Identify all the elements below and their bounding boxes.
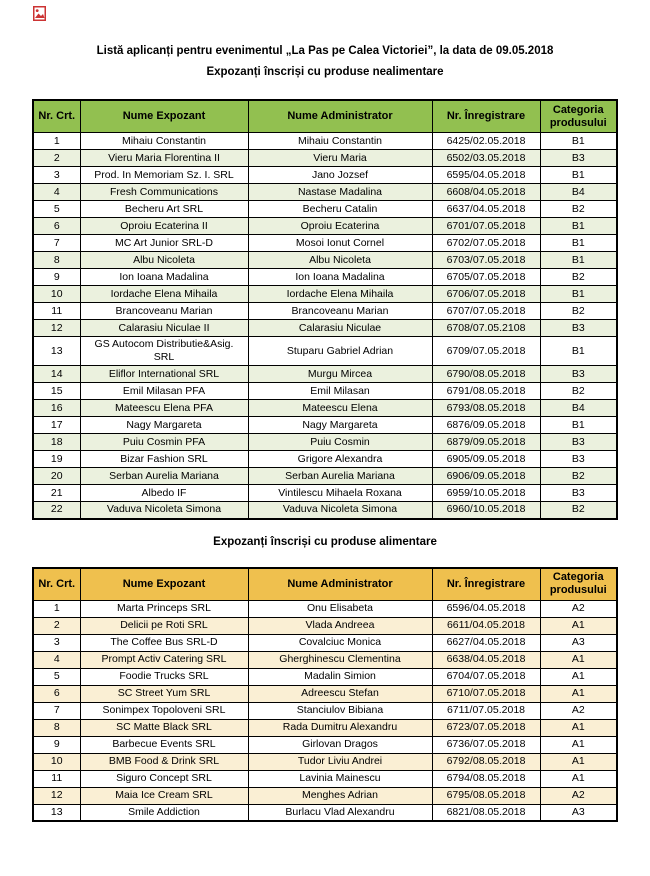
table-cell: Stuparu Gabriel Adrian [248,337,432,366]
table-row [33,485,617,502]
table-cell: Puiu Cosmin PFA [80,434,248,451]
table-cell: B1 [540,167,617,184]
table-cell: 6704/07.05.2018 [432,668,540,685]
table-cell: 6701/07.05.2018 [432,218,540,235]
table-cell: Smile Addiction [80,804,248,821]
table-row [33,235,617,252]
header-row [33,568,617,601]
table-cell: 17 [33,417,80,434]
table-cell: A3 [540,804,617,821]
table-cell: Emil Milasan PFA [80,383,248,400]
table-cell: Albedo IF [80,485,248,502]
table-cell: 6611/04.05.2018 [432,617,540,634]
table-cell: 4 [33,184,80,201]
table-cell: A1 [540,651,617,668]
table-cell: Prod. In Memoriam Sz. I. SRL [80,167,248,184]
table-cell: Siguro Concept SRL [80,770,248,787]
table-cell: A3 [540,634,617,651]
table-cell: 19 [33,451,80,468]
table-cell: 6793/08.05.2018 [432,400,540,417]
page-title: Listă aplicanți pentru evenimentul „La Pas pe Calea Victoriei”, la data de 09.05.2018 [96,45,554,57]
table-cell: Vaduva Nicoleta Simona [248,502,432,519]
table-cell: 6637/04.05.2018 [432,201,540,218]
table-cell: 13 [33,804,80,821]
table-cell: Jano Jozsef [248,167,432,184]
table-cell: 14 [33,366,80,383]
table-cell: 6723/07.05.2018 [432,719,540,736]
table-row [33,770,617,787]
table-cell: B3 [540,451,617,468]
table-cell: Gherghinescu Clementina [248,651,432,668]
table-cell: 20 [33,468,80,485]
table-cell: GS Autocom Distributie&Asig. SRL [80,337,248,366]
table-cell: A2 [540,600,617,617]
table-cell: Mateescu Elena PFA [80,400,248,417]
table-cell: 6708/07.05.2108 [432,320,540,337]
table-cell: 8 [33,719,80,736]
table-cell: Nastase Madalina [248,184,432,201]
table-cell: Becheru Art SRL [80,201,248,218]
table-cell: Foodie Trucks SRL [80,668,248,685]
table-cell: 3 [33,167,80,184]
table-cell: A1 [540,617,617,634]
table-row [33,702,617,719]
table-row [33,366,617,383]
section-nealimentare [0,65,650,520]
table-cell: 6425/02.05.2018 [432,133,540,150]
column-header: Nume Administrator [248,568,432,601]
column-header: Nr. Înregistrare [432,100,540,133]
table-cell: Serban Aurelia Mariana [248,468,432,485]
table-cell: Oproiu Ecaterina [248,218,432,235]
table-cell: 6905/09.05.2018 [432,451,540,468]
table-cell: 18 [33,434,80,451]
table-row [33,468,617,485]
table-cell: A1 [540,685,617,702]
table-cell: 21 [33,485,80,502]
table-cell: 16 [33,400,80,417]
table-cell: Puiu Cosmin [248,434,432,451]
table-row [33,218,617,235]
table-cell: Mihaiu Constantin [248,133,432,150]
table-cell: 13 [33,337,80,366]
table-cell: 2 [33,617,80,634]
table-cell: 12 [33,320,80,337]
table-cell: Vaduva Nicoleta Simona [80,502,248,519]
table-cell: Rada Dumitru Alexandru [248,719,432,736]
table-cell: 12 [33,787,80,804]
table-cell: B1 [540,133,617,150]
table-cell: Vieru Maria [248,150,432,167]
table-row [33,685,617,702]
table-row [33,184,617,201]
table-cell: 6702/07.05.2018 [432,235,540,252]
table-cell: 6792/08.05.2018 [432,753,540,770]
table-cell: 10 [33,753,80,770]
table-row [33,651,617,668]
table-cell: Delicii pe Roti SRL [80,617,248,634]
table-cell: 6821/08.05.2018 [432,804,540,821]
table-sections [0,65,650,822]
table-cell: A1 [540,753,617,770]
table-cell: Albu Nicoleta [248,252,432,269]
table-cell: 6707/07.05.2018 [432,303,540,320]
table-cell: 6791/08.05.2018 [432,383,540,400]
table-cell: B1 [540,286,617,303]
table-cell: Serban Aurelia Mariana [80,468,248,485]
column-header: Nr. Înregistrare [432,568,540,601]
table-cell: Emil Milasan [248,383,432,400]
table-cell: Calarasiu Niculae II [80,320,248,337]
table-cell: B3 [540,150,617,167]
table-row [33,400,617,417]
table-cell: 9 [33,736,80,753]
table-cell: Sonimpex Topoloveni SRL [80,702,248,719]
table-cell: 6790/08.05.2018 [432,366,540,383]
table-cell: Mihaiu Constantin [80,133,248,150]
table-row [33,804,617,821]
table-row [33,668,617,685]
table-cell: A2 [540,702,617,719]
column-header: Nume Administrator [248,100,432,133]
table-cell: B2 [540,269,617,286]
table-cell: Murgu Mircea [248,366,432,383]
table-cell: B3 [540,434,617,451]
table-cell: Vintilescu Mihaela Roxana [248,485,432,502]
table-cell: B1 [540,252,617,269]
table-row [33,787,617,804]
table-cell: 7 [33,235,80,252]
table-row [33,502,617,519]
table-cell: Prompt Activ Catering SRL [80,651,248,668]
table-cell: 6608/04.05.2018 [432,184,540,201]
table-row [33,269,617,286]
table-cell: 6705/07.05.2018 [432,269,540,286]
table-row [33,201,617,218]
table-cell: 2 [33,150,80,167]
table-row [33,167,617,184]
column-header: Nume Expozant [80,568,248,601]
table-cell: 6736/07.05.2018 [432,736,540,753]
table-cell: Menghes Adrian [248,787,432,804]
table-cell: 6795/08.05.2018 [432,787,540,804]
table-row [33,434,617,451]
table-cell: Mateescu Elena [248,400,432,417]
table-row [33,337,617,366]
table-cell: A1 [540,770,617,787]
table-cell: 4 [33,651,80,668]
table-cell: 22 [33,502,80,519]
table-cell: B3 [540,485,617,502]
table-cell: Grigore Alexandra [248,451,432,468]
table-cell: 7 [33,702,80,719]
table-cell: 6502/03.05.2018 [432,150,540,167]
table-cell: 1 [33,133,80,150]
table-cell: 6627/04.05.2018 [432,634,540,651]
table-cell: Mosoi Ionut Cornel [248,235,432,252]
column-header: Nr. Crt. [33,568,80,601]
section-title-alimentare: Expozanți înscriși cu produse alimentare [213,535,437,548]
table-cell: Iordache Elena Mihaila [248,286,432,303]
table-cell: 6638/04.05.2018 [432,651,540,668]
table-cell: Nagy Margareta [248,417,432,434]
table-cell: B2 [540,303,617,320]
table-cell: Maia Ice Cream SRL [80,787,248,804]
table-cell: Covalciuc Monica [248,634,432,651]
table-cell: Brancoveanu Marian [248,303,432,320]
table-cell: B1 [540,337,617,366]
table-cell: 6906/09.05.2018 [432,468,540,485]
table-cell: Brancoveanu Marian [80,303,248,320]
table-cell: 6711/07.05.2018 [432,702,540,719]
table-cell: B2 [540,201,617,218]
table-row [33,600,617,617]
table-cell: 6 [33,685,80,702]
table-cell: Burlacu Vlad Alexandru [248,804,432,821]
table-cell: 6794/08.05.2018 [432,770,540,787]
table-cell: SC Matte Black SRL [80,719,248,736]
column-header: Categoria produsului [540,568,617,601]
table-cell: 6703/07.05.2018 [432,252,540,269]
table-cell: Tudor Liviu Andrei [248,753,432,770]
table-cell: 10 [33,286,80,303]
table-cell: Nagy Margareta [80,417,248,434]
table-cell: Onu Elisabeta [248,600,432,617]
table-row [33,133,617,150]
table-row [33,617,617,634]
table-cell: 11 [33,770,80,787]
table-cell: 6960/10.05.2018 [432,502,540,519]
table-cell: Iordache Elena Mihaila [80,286,248,303]
table-row [33,286,617,303]
broken-image-icon [33,6,46,21]
table-row [33,634,617,651]
table-cell: Ion Ioana Madalina [248,269,432,286]
table-cell: Adreescu Stefan [248,685,432,702]
table-cell: B4 [540,400,617,417]
table-cell: B2 [540,468,617,485]
table-cell: Vlada Andreea [248,617,432,634]
table-row [33,417,617,434]
table-cell: 15 [33,383,80,400]
table-row [33,320,617,337]
table-cell: 6706/07.05.2018 [432,286,540,303]
table-row [33,150,617,167]
column-header: Nr. Crt. [33,100,80,133]
table-row [33,753,617,770]
table-cell: The Coffee Bus SRL-D [80,634,248,651]
table-cell: A1 [540,719,617,736]
table-cell: B2 [540,383,617,400]
table-cell: Becheru Catalin [248,201,432,218]
exhibitors-table-nealimentare [32,99,618,520]
table-cell: Girlovan Dragos [248,736,432,753]
table-cell: Stanciulov Bibiana [248,702,432,719]
section-title-nealimentare: Expozanți înscriși cu produse nealimentare [206,66,444,78]
column-header: Nume Expozant [80,100,248,133]
table-cell: B3 [540,366,617,383]
table-cell: Bizar Fashion SRL [80,451,248,468]
table-cell: 5 [33,201,80,218]
table-cell: B3 [540,320,617,337]
table-row [33,303,617,320]
table-cell: B1 [540,417,617,434]
column-header: Categoria produsului [540,100,617,133]
table-cell: Albu Nicoleta [80,252,248,269]
table-cell: B2 [540,502,617,519]
table-cell: 6879/09.05.2018 [432,434,540,451]
table-row [33,451,617,468]
table-cell: A2 [540,787,617,804]
table-cell: 11 [33,303,80,320]
table-cell: Fresh Communications [80,184,248,201]
table-cell: SC Street Yum SRL [80,685,248,702]
table-cell: Lavinia Mainescu [248,770,432,787]
table-cell: Barbecue Events SRL [80,736,248,753]
table-cell: 8 [33,252,80,269]
table-cell: 6595/04.05.2018 [432,167,540,184]
table-row [33,719,617,736]
table-cell: B1 [540,218,617,235]
header-row [33,100,617,133]
table-cell: 3 [33,634,80,651]
table-cell: A1 [540,736,617,753]
table-row [33,252,617,269]
table-cell: B4 [540,184,617,201]
table-cell: 6596/04.05.2018 [432,600,540,617]
table-cell: 1 [33,600,80,617]
table-cell: Eliflor International SRL [80,366,248,383]
table-cell: Vieru Maria Florentina II [80,150,248,167]
table-cell: 6959/10.05.2018 [432,485,540,502]
table-cell: 6710/07.05.2018 [432,685,540,702]
table-cell: 9 [33,269,80,286]
table-row [33,736,617,753]
table-cell: 6876/09.05.2018 [432,417,540,434]
table-cell: B1 [540,235,617,252]
table-cell: Calarasiu Niculae [248,320,432,337]
table-cell: Oproiu Ecaterina II [80,218,248,235]
table-cell: Marta Princeps SRL [80,600,248,617]
table-row [33,383,617,400]
table-cell: A1 [540,668,617,685]
table-cell: 6709/07.05.2018 [432,337,540,366]
table-cell: Ion Ioana Madalina [80,269,248,286]
table-cell: Madalin Simion [248,668,432,685]
table-cell: 5 [33,668,80,685]
exhibitors-table-alimentare [32,567,618,823]
table-cell: MC Art Junior SRL-D [80,235,248,252]
table-cell: BMB Food & Drink SRL [80,753,248,770]
table-cell: 6 [33,218,80,235]
section-alimentare [0,535,650,823]
